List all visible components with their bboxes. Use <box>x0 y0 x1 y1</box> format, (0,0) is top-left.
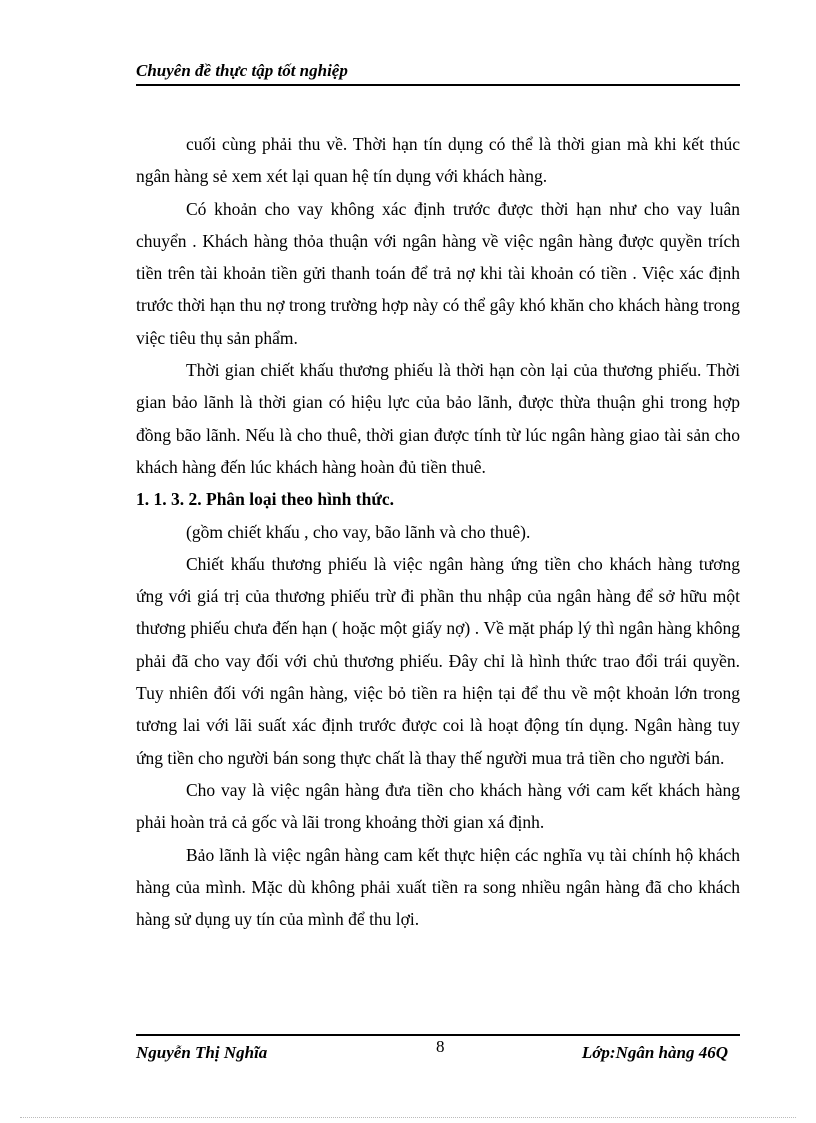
header-title: Chuyên đề thực tập tốt nghiệp <box>136 61 348 80</box>
section-paragraph-1: (gồm chiết khấu , cho vay, bão lãnh và cho thuê). <box>186 521 531 542</box>
page-bottom-border <box>20 1117 796 1118</box>
footer-class-label: Lớp:Ngân hàng 46Q <box>581 1043 728 1062</box>
document-body <box>136 128 740 935</box>
paragraph-1: cuối cùng phải thu về. Thời hạn tín dụng có thể là thời gian mà khi kết thúc ngân hàng sẻ xem xét lại quan hệ tín dụng với khách hàng. <box>136 134 740 187</box>
section-heading: 1. 1. 3. 2. Phân loại theo hình thức. <box>136 489 394 510</box>
page-number: 8 <box>436 1037 445 1056</box>
paragraph-3: Thời gian chiết khấu thương phiếu là thời hạn còn lại của thương phiếu. Thời gian bảo lãnh là thời gian có hiệu lực của bảo lãnh, được thừa thuận ghi trong hợp đồng bão lãnh. Nếu là cho thuê, thời gian được tính từ lúc ngân hàng giao tài sản cho khách hàng đến lúc khách hàng hoàn đủ tiền thuê. <box>136 360 740 477</box>
section-paragraph-3: Cho vay là việc ngân hàng đưa tiền cho khách hàng với cam kết khách hàng phải hoàn trả cả gốc và lãi trong khoảng thời gian xá định. <box>136 779 740 833</box>
footer-author: Nguyễn Thị Nghĩa <box>136 1043 268 1062</box>
page-header <box>136 60 740 86</box>
paragraph-2: Có khoản cho vay không xác định trước được thời hạn như cho vay luân chuyển . Khách hàng thỏa thuận với ngân hàng về việc ngân hàng được quyền trích tiền trên tài khoản tiền gửi thanh toán để trả nợ khi tài khoản có tiền . Việc xác định trước thời hạn thu nợ trong trường hợp này có thể gây khó khăn cho khách hàng trong việc tiêu thụ sản phẩm. <box>136 198 740 348</box>
footer-divider <box>136 1034 740 1036</box>
section-paragraph-4: Bảo lãnh là việc ngân hàng cam kết thực hiện các nghĩa vụ tài chính hộ khách hàng của mình. Mặc dù không phải xuất tiền ra song nhiều ngân hàng đã cho khách hàng sử dụng uy tín của mình để thu lợi. <box>136 844 740 930</box>
section-paragraph-2: Chiết khấu thương phiếu là việc ngân hàng ứng tiền cho khách hàng tương ứng với giá trị của thương phiếu trừ đi phần thu nhập của ngân hàng để sở hữu một thương phiếu chưa đến hạn ( hoặc một giấy nợ) . Về mặt pháp lý thì ngân hàng không phải đã cho vay đối với chủ thương phiếu. Đây chỉ là hình thức trao đổi trái quyền. Tuy nhiên đối với ngân hàng, việc bỏ tiền ra hiện tại để thu về một khoản lớn trong tương lai với lãi suất xác định trước được coi là hoạt động tín dụng. Ngân hàng tuy ứng tiền cho người bán song thực chất là thay thế người mua trả tiền cho người bán. <box>136 553 740 768</box>
